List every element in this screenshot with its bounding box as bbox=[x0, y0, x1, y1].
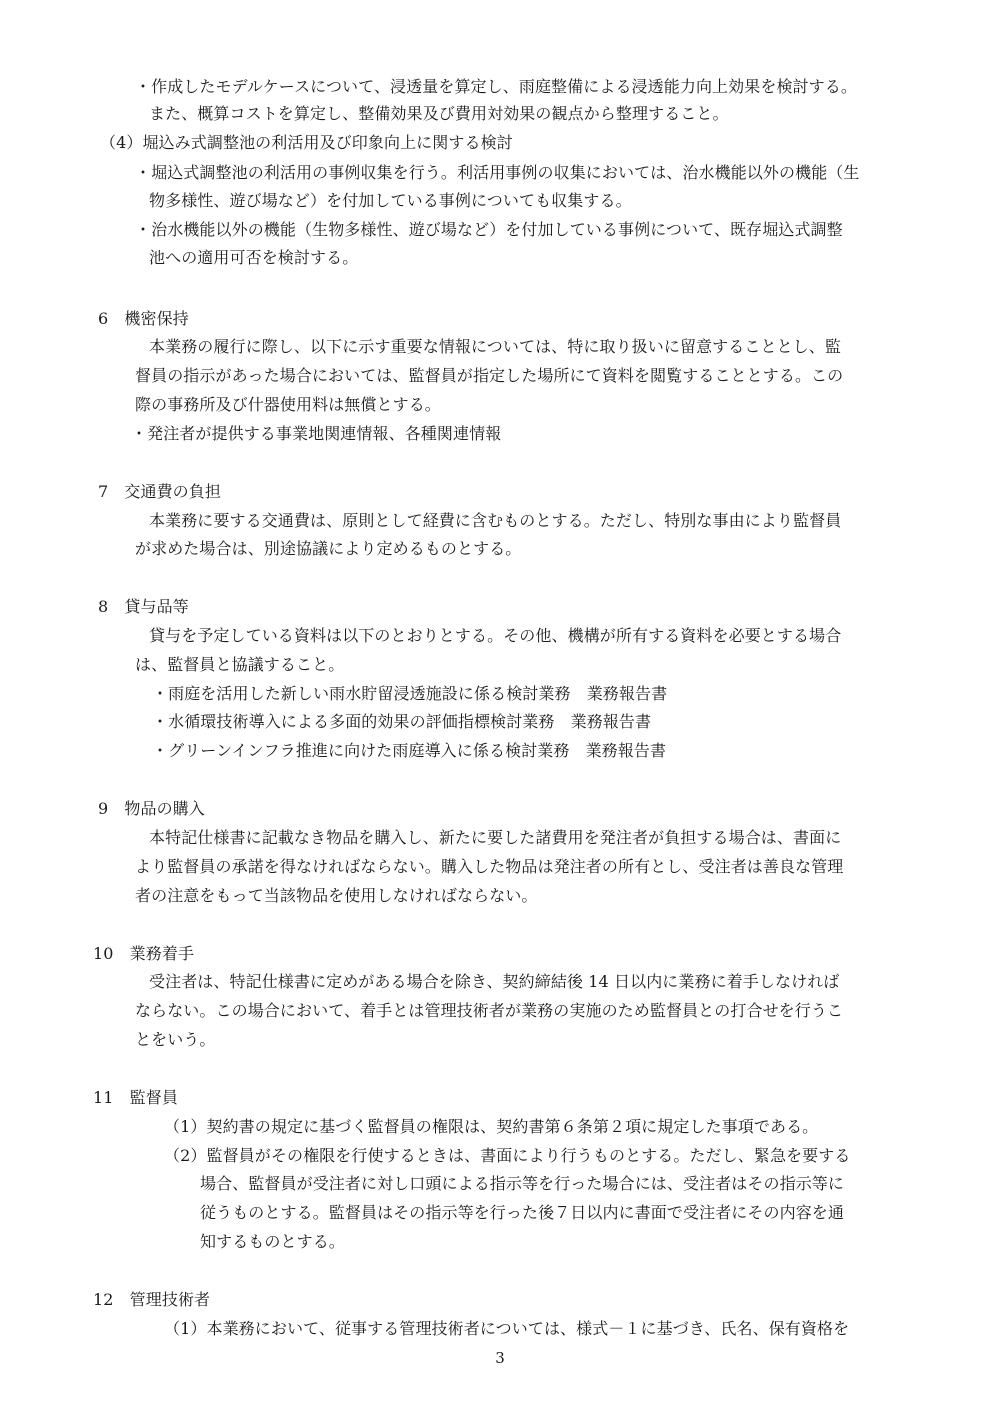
body-line: 従うものとする。監督員はその指示等を行った後７日以内に書面で受注者にその内容を通 bbox=[200, 1203, 845, 1222]
body-line: が求めた場合は、別途協議により定めるものとする。 bbox=[135, 539, 522, 558]
list-item: （2）監督員がその権限を行使するときは、書面により行うものとする。ただし、緊急を要する bbox=[164, 1146, 851, 1165]
body-line: とをいう。 bbox=[135, 1030, 216, 1049]
body-line: 物多様性、遊び場など）を付加している事例についても収集する。 bbox=[149, 191, 632, 210]
body-line: ならない。この場合において、着手とは管理技術者が業務の実施のため監督員との打合せを行うこ bbox=[135, 1001, 844, 1020]
section-heading: 9 物品の購入 bbox=[98, 799, 205, 818]
list-item: （1）本業務において、従事する管理技術者については、様式－１に基づき、氏名、保有資格を bbox=[164, 1319, 850, 1338]
section-heading: 8 貸与品等 bbox=[98, 597, 189, 616]
body-line: 際の事務所及び什器使用料は無償とする。 bbox=[135, 395, 441, 414]
page-number: 3 bbox=[495, 1349, 505, 1367]
body-line: ・治水機能以外の機能（生物多様性、遊び場など）を付加している事例について、既存堀込式調整 bbox=[135, 220, 843, 239]
section-heading: 12 管理技術者 bbox=[93, 1290, 211, 1309]
body-line: 本業務の履行に際し、以下に示す重要な情報については、特に取り扱いに留意することとし、監 bbox=[149, 337, 841, 356]
body-line: 本特記仕様書に記載なき物品を購入し、新たに要した諸費用を発注者が負担する場合は、書面に bbox=[149, 828, 842, 847]
section-heading: 10 業務着手 bbox=[93, 944, 195, 963]
body-line: 者の注意をもって当該物品を使用しなければならない。 bbox=[135, 886, 538, 905]
list-item: ・雨庭を活用した新しい雨水貯留浸透施設に係る検討業務 業務報告書 bbox=[152, 684, 668, 703]
body-line: 貸与を予定している資料は以下のとおりとする。その他、機構が所有する資料を必要とする場合 bbox=[149, 626, 842, 645]
section-heading: 7 交通費の負担 bbox=[98, 482, 221, 501]
list-item: ・水循環技術導入による多面的効果の評価指標検討業務 業務報告書 bbox=[152, 712, 652, 731]
body-line: 場合、監督員が受注者に対し口頭による指示等を行った場合には、受注者はその指示等に bbox=[200, 1174, 845, 1193]
body-line: ・堀込式調整池の利活用の事例収集を行う。利活用事例の収集においては、治水機能以外の機能（生 bbox=[135, 163, 860, 182]
body-line: ・作成したモデルケースについて、浸透量を算定し、雨庭整備による浸透能力向上効果を検討する。 bbox=[135, 77, 857, 96]
body-line: は、監督員と協議すること。 bbox=[135, 655, 345, 674]
subsection-heading: （4）堀込み式調整池の利活用及び印象向上に関する検討 bbox=[100, 133, 513, 152]
body-line: 受注者は、特記仕様書に定めがある場合を除き、契約締結後 14 日以内に業務に着手しなければ bbox=[149, 972, 840, 991]
body-line: 知するものとする。 bbox=[200, 1232, 345, 1251]
list-item: ・グリーンインフラ推進に向けた雨庭導入に係る検討業務 業務報告書 bbox=[152, 741, 667, 760]
body-line: 本業務に要する交通費は、原則として経費に含むものとする。ただし、特別な事由により監督員 bbox=[149, 511, 842, 530]
list-item: （1）契約書の規定に基づく監督員の権限は、契約書第６条第２項に規定した事項である。 bbox=[164, 1117, 819, 1136]
body-line: より監督員の承諾を得なければならない。購入した物品は発注者の所有とし、受注者は善良な管理 bbox=[135, 857, 844, 876]
body-line: 池への適用可否を検討する。 bbox=[149, 248, 359, 267]
list-item: ・発注者が提供する事業地関連情報、各種関連情報 bbox=[131, 424, 502, 443]
section-heading: 6 機密保持 bbox=[98, 309, 189, 328]
section-heading: 11 監督員 bbox=[93, 1088, 178, 1107]
body-line: また、概算コストを算定し、整備効果及び費用対効果の観点から整理すること。 bbox=[149, 104, 729, 123]
body-line: 督員の指示があった場合においては、監督員が指定した場所にて資料を閲覧することとする。この bbox=[135, 366, 844, 385]
